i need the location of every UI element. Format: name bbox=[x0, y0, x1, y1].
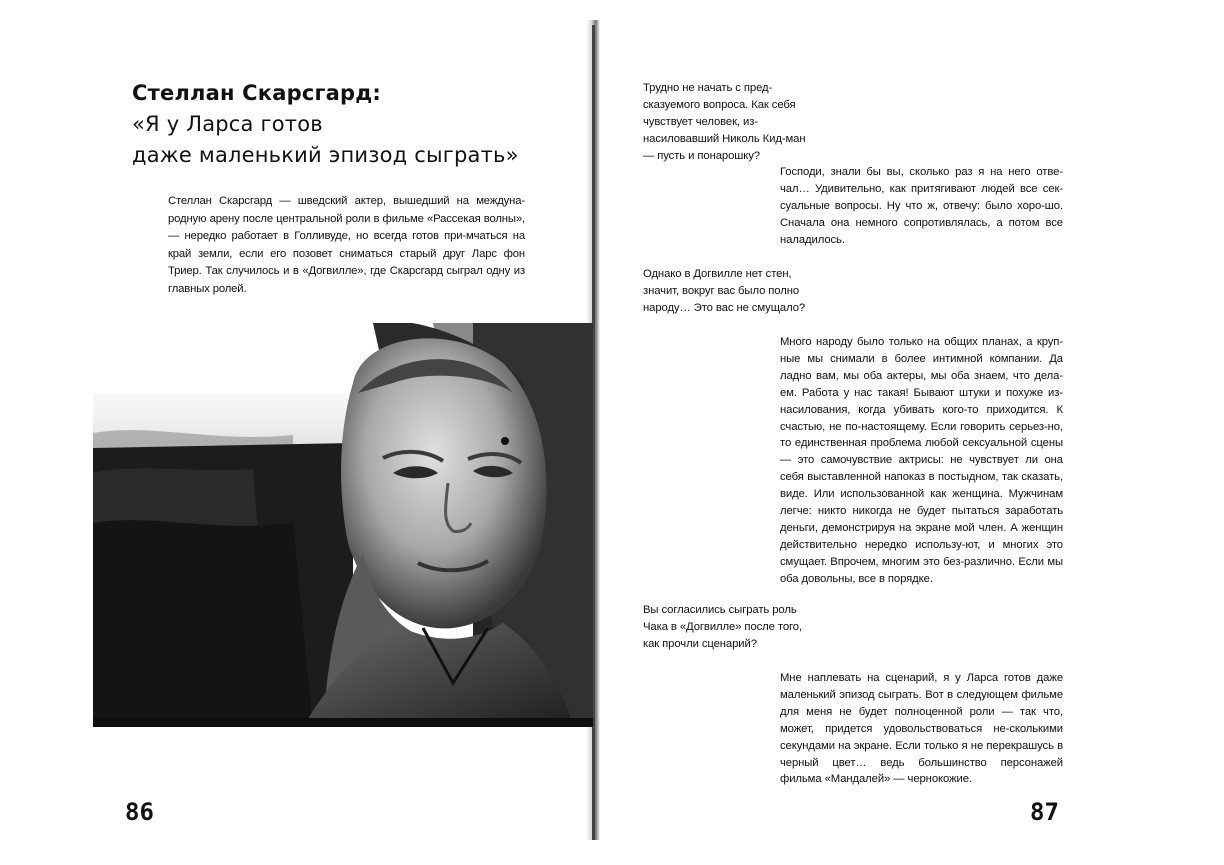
article-intro: Стеллан Скарсгард — шведский актер, вышедший на междуна-родную арену после центральной роли в фильме «Рассекая волны», — нередко работает в Голливуде, но всегда готов при-мчаться на край земли, если его позовет сниматься старый друг Ларс фон Триер. Так случилось и в «Догвилле», где Скарсгард сыграл одну из главных ролей. bbox=[168, 195, 525, 295]
interview-answer-3: Мне наплевать на сценарий, я у Ларса готов даже маленький эпизод сыграть. Вот в следующем фильме для меня не будет полноценной роли — так что, может, придется удовольствоваться не-сколькими секундами на экране. Если только я не перекрашусь в черный цвет… ведь большинство персонажей фильма «Мандалей» — чернокожие. bbox=[780, 672, 1063, 786]
interview-answer-2: Много народу было только на общих планах, а круп-ные мы снимали в более интимной компании. Да ладно вам, мы оба актеры, мы оба знаем, что дела-ем. Работа у нас такая! Бывают штуки и похуже из-насилования, когда убивать кого-то приходится. К счастью, не по-настоящему. Если говорить серьез-но, то единственная проблема любой сексуальной сцены — это самочувствие актрисы: не чувствует ли она себя выставленной напоказ в постыдном, так сказать, виде. Или использованной как женщина. Мужчинам легче: никто никогда не будет пытаться заработать деньги, демонстрируя на экране мой член. А женщин действительно нередко использу-ют, и многих это смущает. Впрочем, многим это без-различно. Если мы оба довольны, все в порядке. bbox=[780, 336, 1063, 585]
article-title bbox=[132, 78, 572, 171]
interview-question-3: Вы согласились сыграть роль Чака в «Догвилле» после того, как прочли сценарий? bbox=[643, 604, 803, 650]
page-number-left: 86 bbox=[125, 798, 154, 826]
title-line-quote-2: даже маленький эпизод сыграть» bbox=[132, 143, 519, 167]
title-line-quote-1: «Я у Ларса готов bbox=[132, 112, 323, 136]
interview-question-1: Трудно не начать с пред-сказуемого вопроса. Как себя чувствует человек, из-насиловавший Николь Кид-ман — пусть и понарошку? bbox=[643, 82, 806, 162]
page-number-right: 87 bbox=[1030, 798, 1059, 826]
title-line-name: Стеллан Скарсгард: bbox=[132, 81, 382, 105]
interview-answer-1: Господи, знали бы вы, сколько раз я на него отве-чал… Удивительно, как притягивают людей все сек-суальные вопросы. Ну что ж, отвечу: было хоро-шо. Сначала она немного сопротивлялась, а потом все наладилось. bbox=[780, 166, 1063, 246]
interview-question-2: Однако в Догвилле нет стен, значит, вокруг вас было полно народу… Это вас не смущало? bbox=[643, 268, 806, 314]
portrait-photo bbox=[93, 323, 593, 727]
